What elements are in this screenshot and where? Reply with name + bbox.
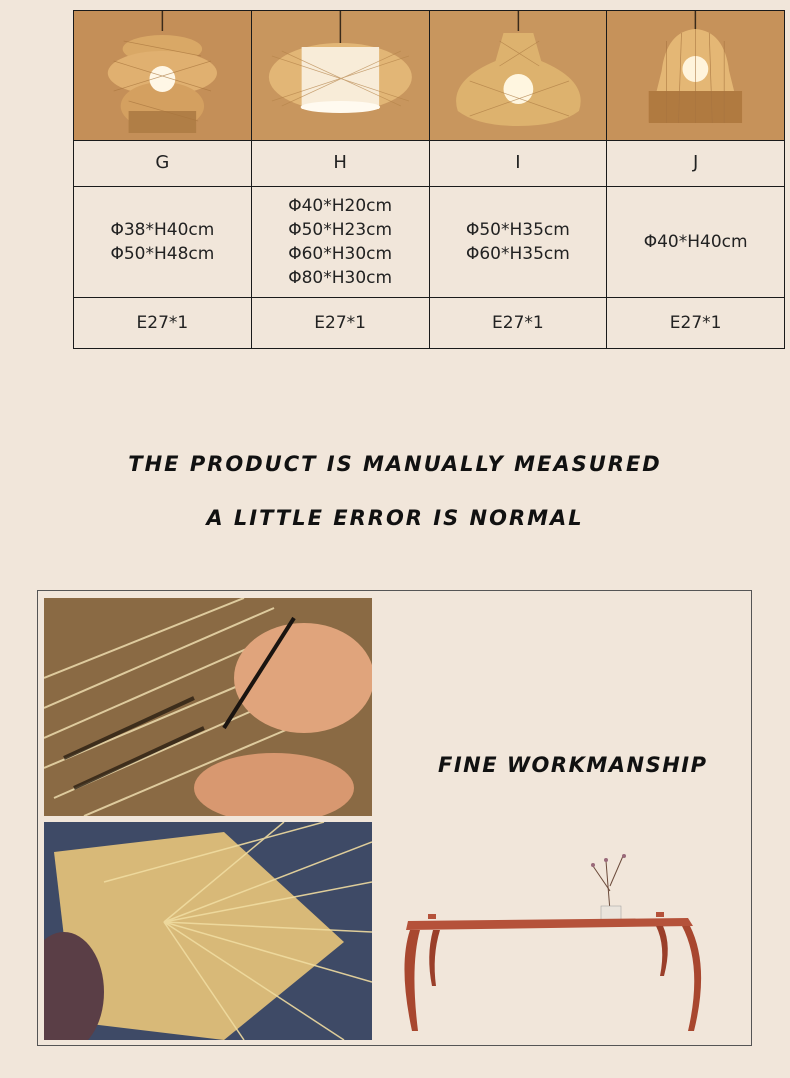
lamp-image-j bbox=[607, 11, 785, 141]
size-option: Φ50*H23cm bbox=[288, 219, 393, 240]
bulb-row bbox=[74, 297, 785, 348]
size-option: Φ40*H20cm bbox=[288, 195, 393, 216]
spec-table bbox=[73, 10, 785, 349]
lamp-image-i bbox=[429, 11, 607, 141]
workmanship-title: FINE WORKMANSHIP bbox=[438, 753, 708, 777]
bamboo-strips-photo bbox=[44, 822, 372, 1040]
lamp-image-h bbox=[251, 11, 429, 141]
hand-weaving-photo bbox=[44, 598, 372, 816]
size-option: Φ60*H35cm bbox=[465, 243, 570, 264]
model-label: I bbox=[429, 141, 607, 186]
size-cell-h bbox=[251, 186, 429, 297]
size-option: Φ60*H30cm bbox=[288, 243, 393, 264]
size-option: Φ40*H40cm bbox=[643, 231, 748, 252]
size-option: Φ50*H48cm bbox=[110, 243, 215, 264]
measurement-notice: THE PRODUCT IS MANUALLY MEASURED bbox=[128, 452, 662, 476]
size-cell-g bbox=[74, 186, 252, 297]
size-cell-i bbox=[429, 186, 607, 297]
error-notice: A LITTLE ERROR IS NORMAL bbox=[206, 506, 584, 530]
bulb-spec: E27*1 bbox=[429, 297, 607, 348]
model-label: J bbox=[607, 141, 785, 186]
model-label: H bbox=[251, 141, 429, 186]
bulb-spec: E27*1 bbox=[251, 297, 429, 348]
workmanship-panel bbox=[37, 590, 752, 1046]
wooden-table-image bbox=[388, 846, 718, 1036]
size-option: Φ80*H30cm bbox=[288, 267, 393, 288]
size-cell-j bbox=[607, 186, 785, 297]
model-label-row bbox=[74, 141, 785, 186]
model-label: G bbox=[74, 141, 252, 186]
bulb-spec: E27*1 bbox=[74, 297, 252, 348]
lamp-image-g bbox=[74, 11, 252, 141]
size-option: Φ38*H40cm bbox=[110, 219, 215, 240]
bulb-spec: E27*1 bbox=[607, 297, 785, 348]
size-option: Φ50*H35cm bbox=[465, 219, 570, 240]
lamp-image-row bbox=[74, 11, 785, 141]
size-row bbox=[74, 186, 785, 297]
